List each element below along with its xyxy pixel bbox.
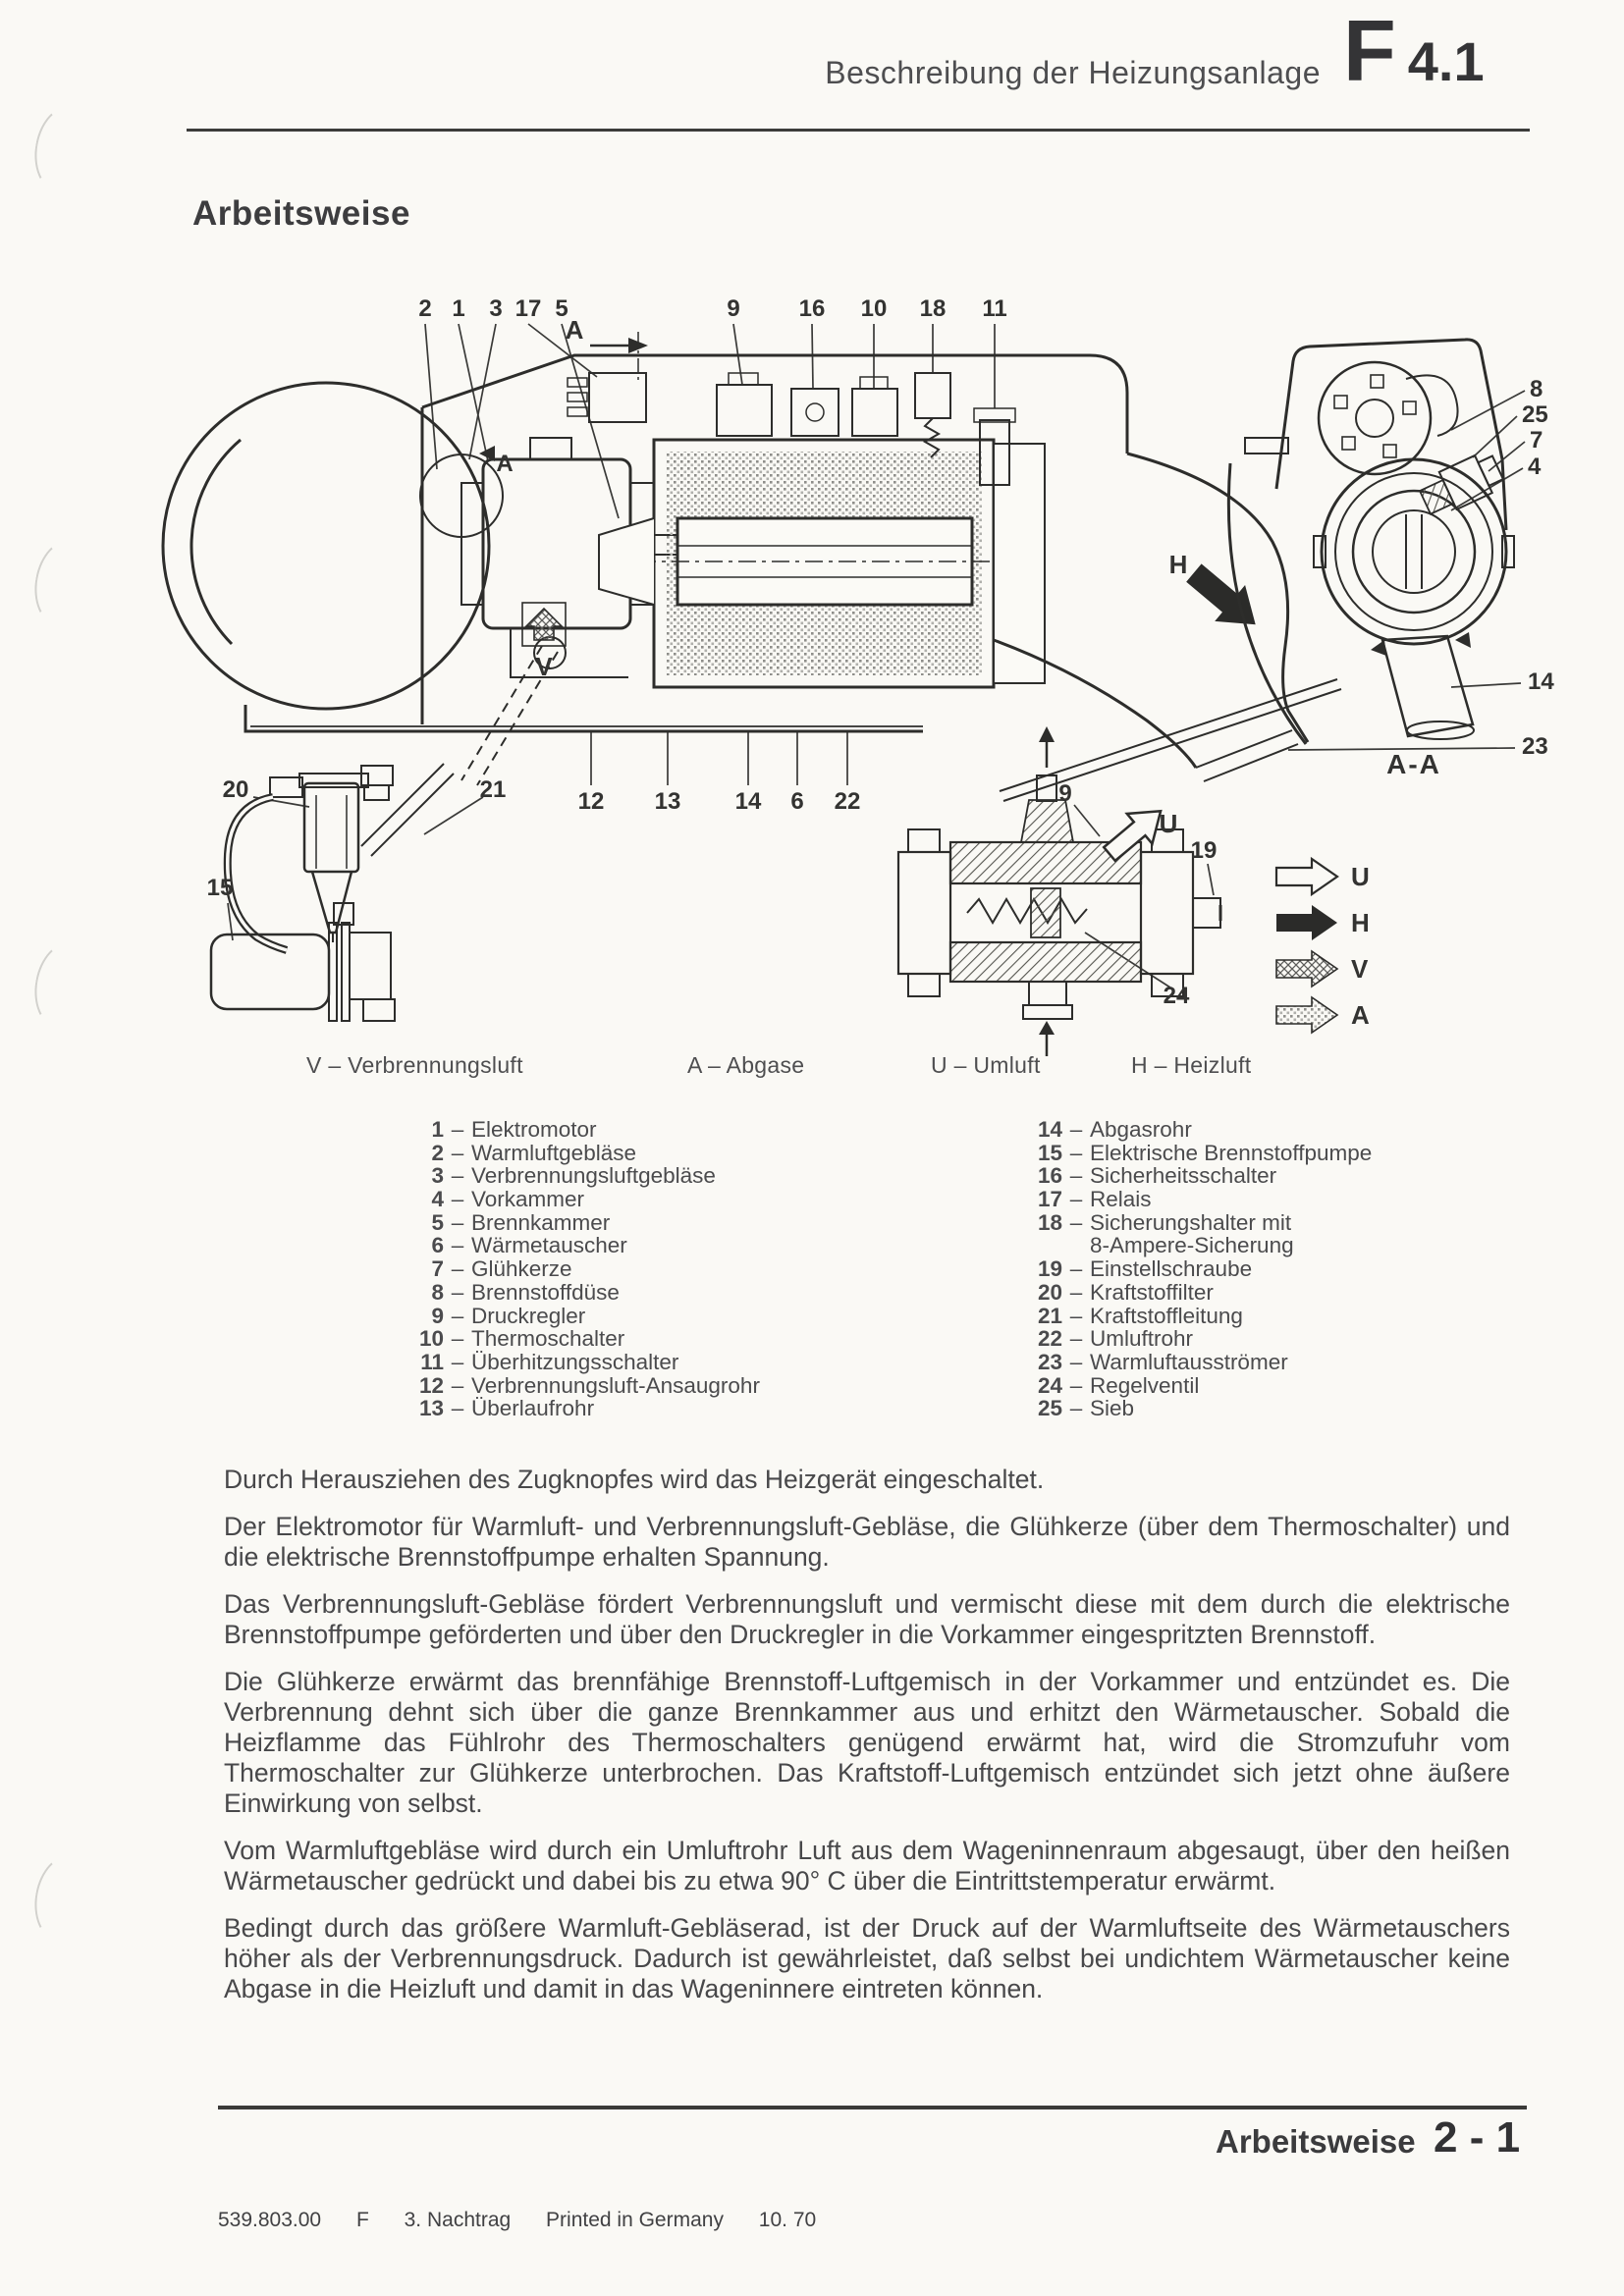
section-code-number: 4.1 [1407, 30, 1485, 92]
legend-arrow-abgase [1276, 997, 1337, 1033]
imprint-printed: Printed in Germany [546, 2209, 724, 2231]
parts-list-item: 1 – Elektromotor [431, 1117, 597, 1142]
callout-18: 18 [919, 295, 947, 322]
callout-12: 12 [577, 788, 605, 815]
parts-list-item: 24 – Regelventil [1037, 1372, 1200, 1398]
legend-arrow-heizluft [1276, 905, 1337, 940]
parts-list-item: 5 – Brennkammer [431, 1209, 611, 1235]
parts-list-item: 2 – Warmluftgebläse [431, 1140, 636, 1165]
parts-list-item: 14 – Abgasrohr [1037, 1117, 1192, 1142]
section-code-letter: F [1343, 2, 1396, 99]
imprint-date: 10. 70 [758, 2209, 817, 2231]
callout-4: 4 [1528, 454, 1542, 480]
page-curl-mark [28, 102, 99, 197]
callout-10: 10 [860, 295, 888, 322]
parts-list-item: 25 – Sieb [1037, 1396, 1135, 1421]
warm-air-flow-arrow [1178, 555, 1271, 642]
flow-label-u: U [1159, 809, 1178, 838]
callout-9: 9 [727, 295, 740, 322]
callout-25: 25 [1522, 401, 1548, 428]
parts-list-item: 22 – Umluftrohr [1037, 1326, 1194, 1352]
callout-22: 22 [834, 788, 861, 815]
callout-23: 23 [1522, 733, 1548, 760]
flow-label-v: V [535, 652, 553, 681]
callout-14: 14 [734, 788, 762, 815]
imprint-section: F [355, 2209, 369, 2231]
callout-13: 13 [654, 788, 681, 815]
parts-list-item: 16 – Sicherheitsschalter [1037, 1163, 1277, 1189]
page-title: Beschreibung der Heizungsanlage [825, 55, 1321, 90]
parts-list-item: 23 – Warmluftausströmer [1037, 1349, 1288, 1374]
heater-unit-cutaway [163, 332, 1341, 801]
callout-16: 16 [798, 295, 826, 322]
parts-list-item: 10 – Thermoschalter [418, 1326, 625, 1352]
callout-8: 8 [1530, 376, 1543, 402]
section-code [1343, 2, 1485, 99]
callout-7: 7 [1530, 427, 1543, 454]
paragraph: Bedingt durch das größere Warmluft-Gebläserad, ist der Druck auf der Warmluftseite des Wärmetauschers höher als der Verbrennungsdruck. Dadurch ist gewährleistet, daß selbst bei undichtem Wärmetauscher keine Abgase in die Heizluft und damit in das Wageninnere eintreten können. [224, 1913, 1510, 2003]
flow-key-abgase: A – Abgase [687, 1052, 805, 1078]
callout-20: 20 [222, 776, 249, 803]
section-heading: Arbeitsweise [192, 194, 410, 233]
parts-list-item: 18 – Sicherungshalter mit [1037, 1209, 1292, 1235]
callout-1: 1 [452, 295, 465, 322]
callout-9-valve: 9 [1058, 780, 1072, 807]
imprint-code: 539.803.00 [218, 2209, 322, 2231]
parts-list-item: 13 – Überlaufrohr [418, 1396, 595, 1421]
paragraph: Durch Herausziehen des Zugknopfes wird das Heizgerät eingeschaltet. [224, 1465, 1045, 1494]
parts-list-item: 9 – Druckregler [431, 1303, 586, 1328]
page-curl-mark [28, 1851, 99, 1947]
parts-list-item: 17 – Relais [1037, 1187, 1152, 1212]
parts-list-item: 19 – Einstellschraube [1037, 1256, 1253, 1282]
flow-key-heizluft: H – Heizluft [1131, 1052, 1252, 1078]
header-rule [187, 129, 1530, 132]
flow-key-umluft: U – Umluft [931, 1052, 1041, 1078]
parts-list-item: 21 – Kraftstoffleitung [1037, 1303, 1243, 1328]
parts-list-item: 15 – Elektrische Brennstoffpumpe [1037, 1140, 1373, 1165]
callout-11: 11 [982, 295, 1007, 322]
callout-14-section: 14 [1528, 668, 1554, 695]
heater-diagram [79, 275, 1610, 1060]
footer-rule [218, 2106, 1527, 2109]
paragraph: Vom Warmluftgebläse wird durch ein Umluftrohr Luft aus dem Wageninnenraum abgesaugt, über den heißen Wärmetauscher gedrückt und dabei bis zu etwa 90° C über die Eintrittstemperatur erwärmt. [224, 1836, 1510, 1896]
parts-list-item: 20 – Kraftstoffilter [1037, 1279, 1214, 1305]
callout-24: 24 [1163, 983, 1190, 1009]
callout-6: 6 [790, 788, 804, 815]
parts-list-item: 6 – Wärmetauscher [431, 1233, 627, 1258]
parts-list-item-continuation: 8-Ampere-Sicherung [1090, 1233, 1294, 1258]
footer-section-label: Arbeitsweise [1216, 2123, 1416, 2160]
paragraph: Das Verbrennungsluft-Gebläse fördert Verbrennungsluft und vermischt diese mit dem durch die elektrische Brennstoffpumpe geförderten und über den Druckregler in die Vorkammer eingespritzten Brennstoff. [224, 1589, 1510, 1649]
parts-list-item: 3 – Verbrennungsluftgebläse [431, 1163, 716, 1189]
flow-key-verbrennungsluft: V – Verbrennungsluft [306, 1052, 523, 1078]
parts-list-right [1009, 1117, 1372, 1419]
callout-15: 15 [206, 875, 234, 901]
legend-letter-v: V [1351, 954, 1369, 984]
parts-list-item: 7 – Glühkerze [431, 1256, 572, 1282]
legend-letter-a: A [1351, 1000, 1370, 1030]
footer-imprint [218, 2209, 845, 2232]
parts-list-item: 8 – Brennstoffdüse [431, 1279, 620, 1305]
parts-list-left [391, 1117, 760, 1419]
body-text [224, 1465, 1510, 2021]
flow-label-a-section: A [565, 315, 584, 345]
legend-arrow-verbrennungsluft [1276, 951, 1337, 987]
legend-arrow-umluft [1276, 859, 1337, 894]
callout-3: 3 [489, 295, 503, 322]
legend-letter-u: U [1351, 862, 1370, 891]
paragraph: Der Elektromotor für Warmluft- und Verbrennungsluft-Gebläse, die Glühkerze (über dem Thermoschalter) und die elektrische Brennstoffpumpe erhalten Spannung. [224, 1512, 1510, 1572]
flow-arrow-legend [1276, 859, 1337, 1033]
flow-label-h: H [1168, 550, 1188, 579]
imprint-supplement: 3. Nachtrag [404, 2209, 512, 2231]
callout-5: 5 [555, 295, 568, 322]
parts-list-item: 11 – Überhitzungsschalter [420, 1349, 679, 1374]
callout-19: 19 [1190, 837, 1218, 864]
section-view-label: A-A [1386, 749, 1441, 779]
footer-page-number: 2 - 1 [1434, 2113, 1521, 2162]
parts-list-item: 4 – Vorkammer [431, 1187, 585, 1212]
legend-letter-h: H [1351, 908, 1370, 937]
callout-17: 17 [514, 295, 542, 322]
flow-label-a-plane: A [496, 451, 514, 477]
callout-21: 21 [479, 776, 507, 803]
callout-2: 2 [418, 295, 432, 322]
paragraph: Die Glühkerze erwärmt das brennfähige Brennstoff-Luftgemisch in der Vorkammer und entzündet es. Die Verbrennung dehnt sich über die ganze Brennkammer aus und erhitzt den Wärmetauscher. Sobald die Heizflamme das Fühlrohr des Thermoschalters genügend erwärmt hat, wird die Stromzufuhr vom Thermoschalter zur Glühkerze unterbrochen. Das Kraftstoff-Luftgemisch entzündet sich jetzt ohne äußere Einwirkung von selbst. [224, 1667, 1510, 1818]
parts-list-item: 12 – Verbrennungsluft-Ansaugrohr [418, 1372, 760, 1398]
